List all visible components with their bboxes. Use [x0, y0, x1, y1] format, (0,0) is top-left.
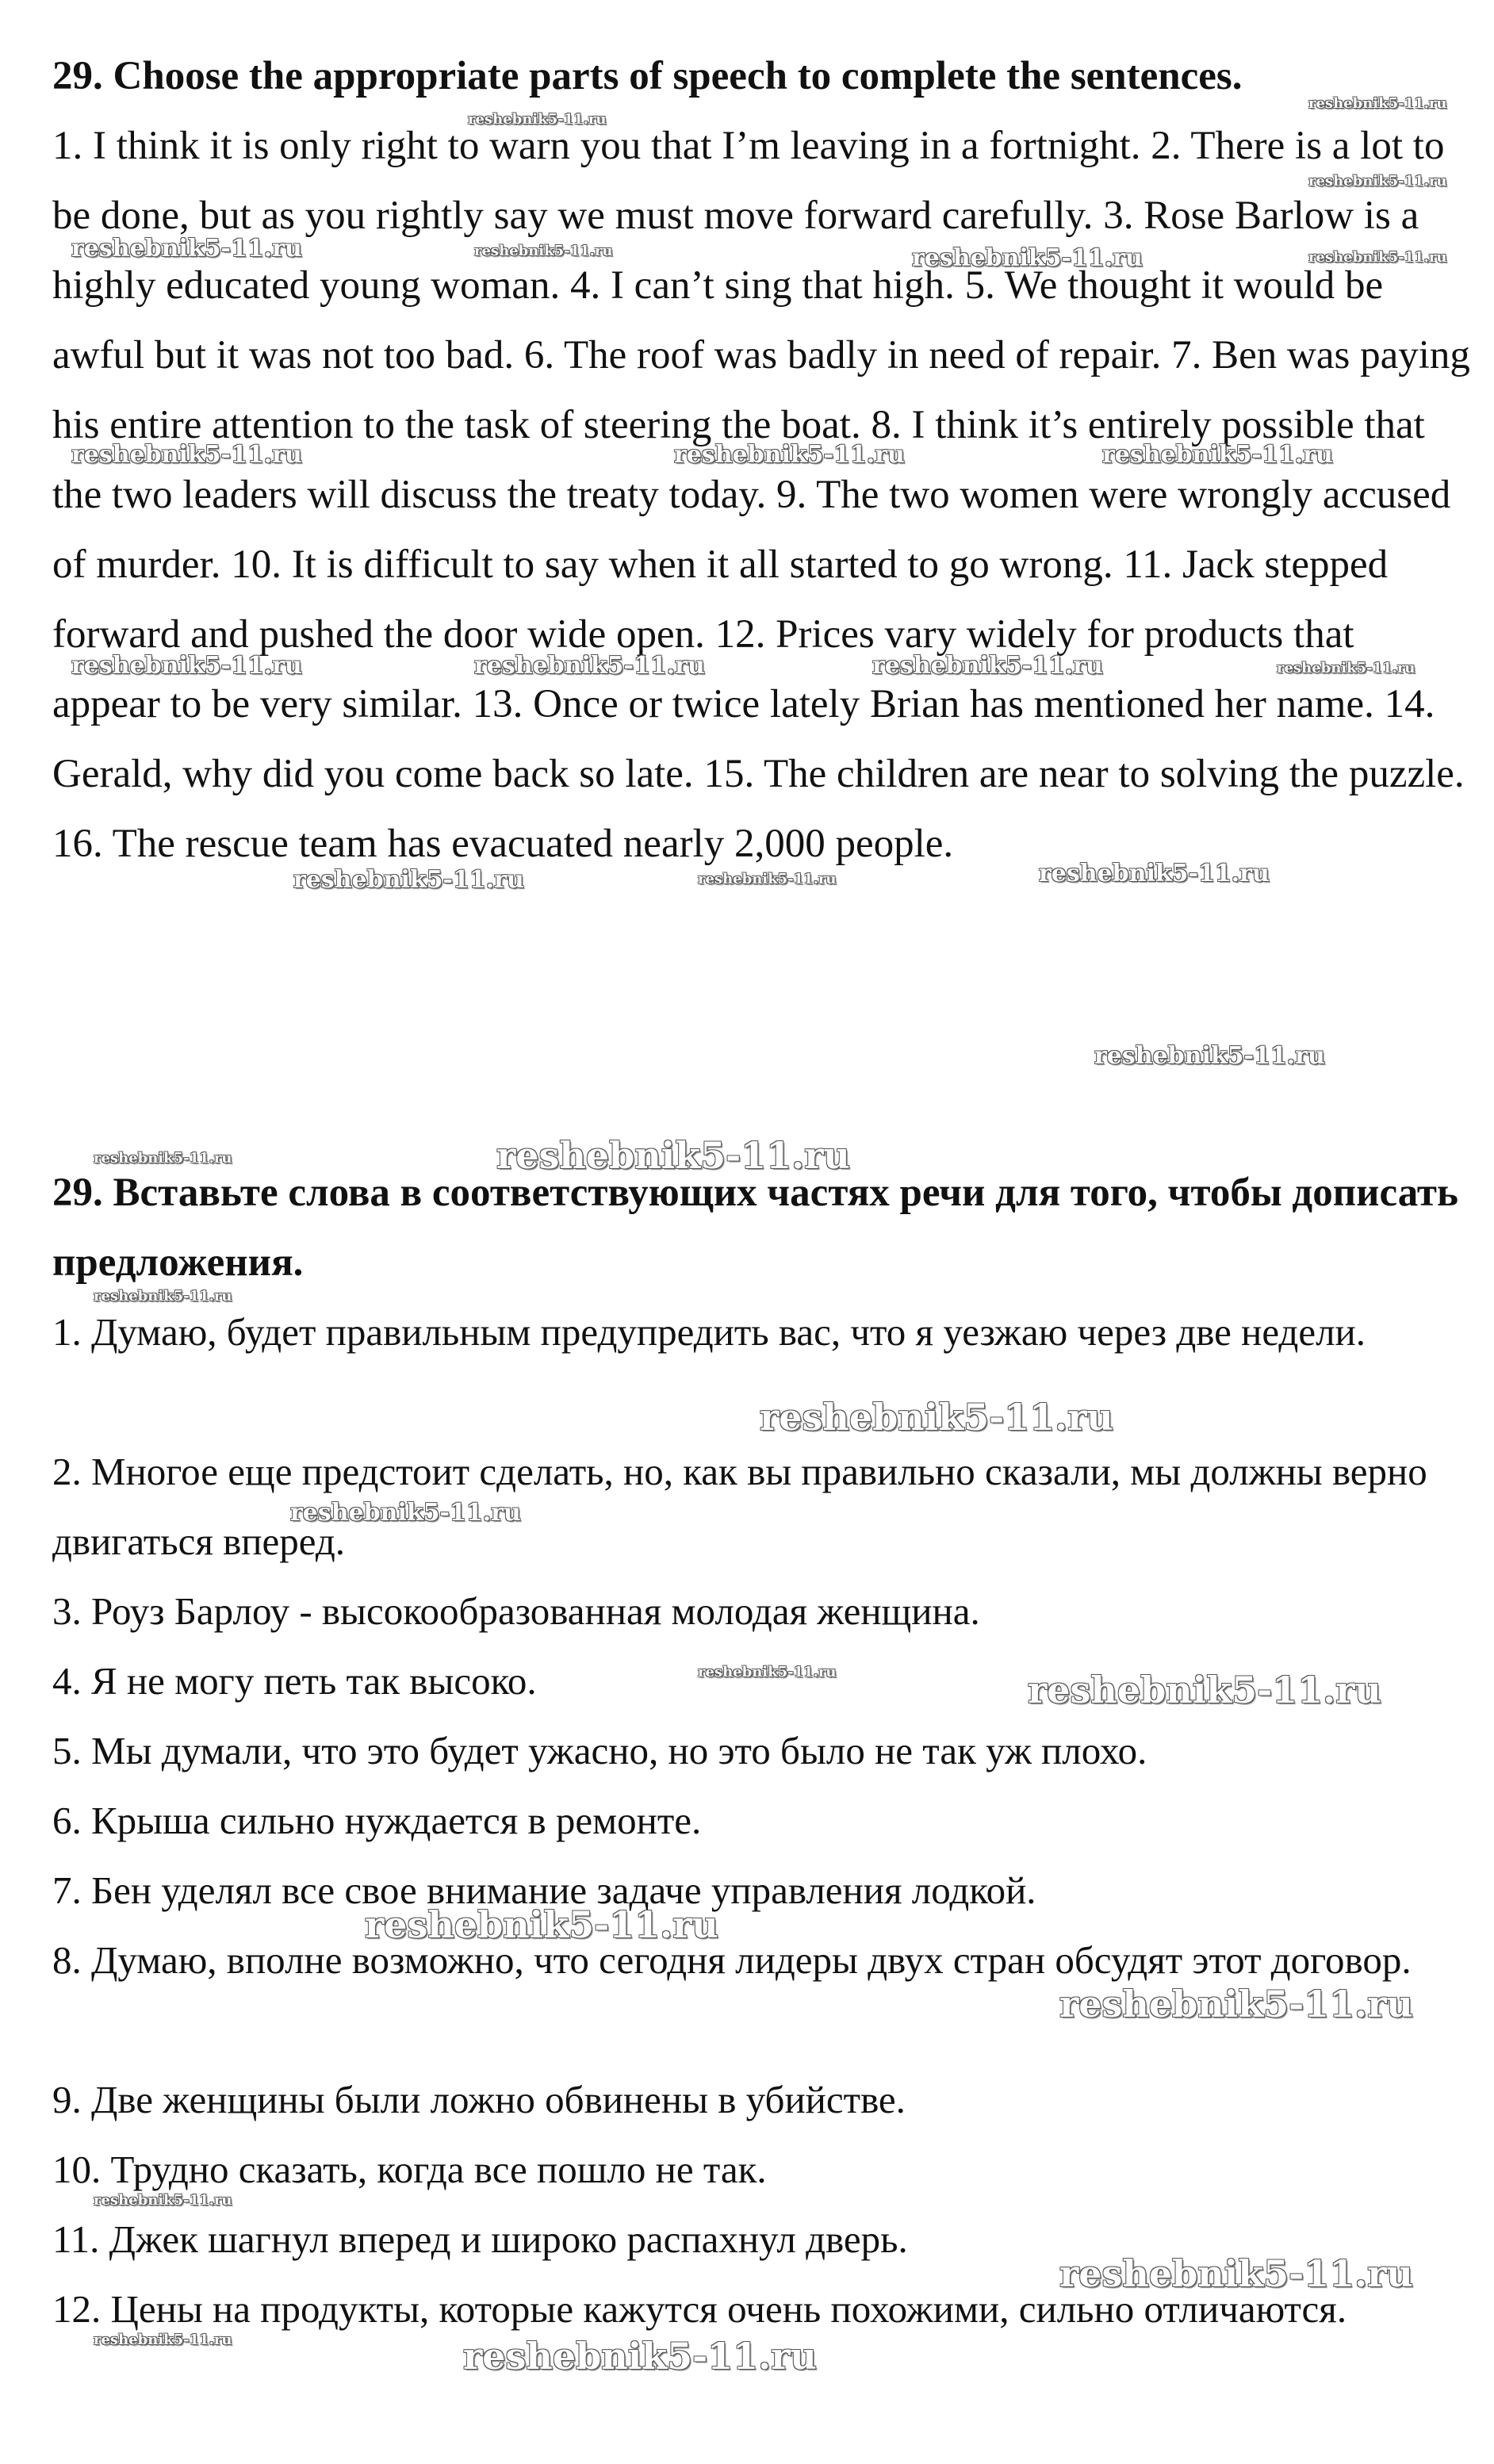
- watermark: reshebnik5-11.ru: [872, 652, 1103, 680]
- watermark: reshebnik5-11.ru: [912, 244, 1143, 272]
- watermark: reshebnik5-11.ru: [290, 1499, 521, 1527]
- russian-heading: 29. Вставьте слова в соответствующих частях речи для того, чтобы дописать предложения.: [52, 1171, 1458, 1285]
- english-sentence-14: 14. Gerald, why did you come back so late.: [52, 682, 1435, 796]
- russian-sentence-8: 8. Думаю, вполне возможно, что сегодня лидеры двух стран обсудят этот договор.: [52, 1938, 1412, 1982]
- watermark: reshebnik5-11.ru: [1059, 1983, 1413, 2025]
- english-sentence-3: 3. Rose Barlow is a highly educated young woman.: [52, 194, 1419, 308]
- watermark: reshebnik5-11.ru: [365, 1903, 718, 1946]
- english-sentence-2: 2. There is a lot to be done, but as you rightly say we must move forward carefully.: [52, 124, 1445, 238]
- russian-sentence-12: 12. Цены на продукты, которые кажутся очень похожими, сильно отличаются.: [52, 2287, 1347, 2331]
- russian-sentence-4: 4. Я не могу петь так высоко.: [52, 1659, 537, 1703]
- watermark: reshebnik5-11.ru: [474, 652, 705, 680]
- watermark: reshebnik5-11.ru: [1308, 249, 1447, 266]
- watermark: reshebnik5-11.ru: [94, 2192, 232, 2209]
- english-sentence-5: 5. We thought it would be awful but it was not too bad.: [52, 263, 1384, 377]
- english-sentence-1: 1. I think it is only right to warn you that I’m leaving in a fortnight.: [52, 124, 1141, 168]
- russian-sentence-5: 5. Мы думали, что это будет ужасно, но это было не так уж плохо.: [52, 1729, 1147, 1772]
- english-sentence-15: 15. The children are near to solving the puzzle.: [703, 752, 1465, 796]
- english-sentence-8: 8. I think it’s entirely possible that the two leaders will discuss the treaty today.: [52, 403, 1425, 517]
- english-sentence-11: 11. Jack stepped forward and pushed the door wide open.: [52, 542, 1389, 657]
- watermark: reshebnik5-11.ru: [293, 866, 524, 894]
- english-sentence-4: 4. I can’t sing that high.: [569, 263, 955, 308]
- watermark: reshebnik5-11.ru: [1094, 1042, 1325, 1070]
- russian-sentence-10: 10. Трудно сказать, когда все пошло не так.: [52, 2148, 767, 2191]
- watermark: reshebnik5-11.ru: [1277, 660, 1415, 676]
- english-heading: 29. Choose the appropriate parts of speech to complete the sentences.: [52, 54, 1243, 98]
- watermark: reshebnik5-11.ru: [71, 441, 302, 469]
- watermark: reshebnik5-11.ru: [1308, 95, 1447, 112]
- english-sentence-12: 12. Prices vary widely for products that appear to be very similar.: [52, 612, 1354, 726]
- watermark: reshebnik5-11.ru: [496, 1134, 850, 1177]
- english-sentence-7: 7. Ben was paying his entire attention to the task of steering the boat.: [52, 333, 1470, 447]
- russian-sentence-3: 3. Роуз Барлоу - высокообразованная молодая женщина.: [52, 1589, 980, 1633]
- watermark: reshebnik5-11.ru: [1039, 860, 1270, 887]
- watermark: reshebnik5-11.ru: [698, 1664, 837, 1680]
- watermark: reshebnik5-11.ru: [94, 2332, 232, 2348]
- watermark: reshebnik5-11.ru: [1308, 173, 1447, 190]
- russian-sentence-2: 2. Многое еще предстоит сделать, но, как вы правильно сказали, мы должны верно двигаться вперед.: [52, 1450, 1427, 1563]
- russian-sentence-7: 7. Бен уделял все свое внимание задаче управления лодкой.: [52, 1868, 1036, 1912]
- watermark: reshebnik5-11.ru: [71, 235, 302, 262]
- watermark: reshebnik5-11.ru: [1059, 2252, 1413, 2295]
- watermark: reshebnik5-11.ru: [760, 1396, 1113, 1439]
- english-sentence-16: 16. The rescue team has evacuated nearly 2,000 people.: [52, 822, 954, 866]
- watermark: reshebnik5-11.ru: [463, 2335, 817, 2378]
- watermark: reshebnik5-11.ru: [94, 1150, 232, 1167]
- russian-sentence-9: 9. Две женщины были ложно обвинены в убийстве.: [52, 2078, 906, 2121]
- watermark: reshebnik5-11.ru: [1102, 441, 1333, 469]
- english-sentence-10: 10. It is difficult to say when it all started to go wrong.: [231, 542, 1113, 587]
- english-sentence-13: 13. Once or twice lately Brian has mentioned her name.: [472, 682, 1374, 726]
- watermark: reshebnik5-11.ru: [94, 1288, 232, 1305]
- russian-sentence-6: 6. Крыша сильно нуждается в ремонте.: [52, 1799, 702, 1842]
- english-sentence-6: 6. The roof was badly in need of repair.: [523, 333, 1162, 377]
- watermark: reshebnik5-11.ru: [468, 111, 607, 128]
- watermark: reshebnik5-11.ru: [674, 441, 905, 469]
- english-sentence-9: 9. The two women were wrongly accused of murder.: [52, 473, 1451, 587]
- russian-sentence-11: 11. Джек шагнул вперед и широко распахнул дверь.: [52, 2217, 908, 2261]
- watermark: reshebnik5-11.ru: [698, 871, 837, 887]
- watermark: reshebnik5-11.ru: [71, 652, 302, 680]
- watermark: reshebnik5-11.ru: [1028, 1669, 1381, 1711]
- english-paragraph: [52, 111, 1472, 879]
- watermark: reshebnik5-11.ru: [474, 243, 613, 259]
- russian-sentence-1: 1. Думаю, будет правильным предупредить вас, что я уезжаю через две недели.: [52, 1310, 1366, 1354]
